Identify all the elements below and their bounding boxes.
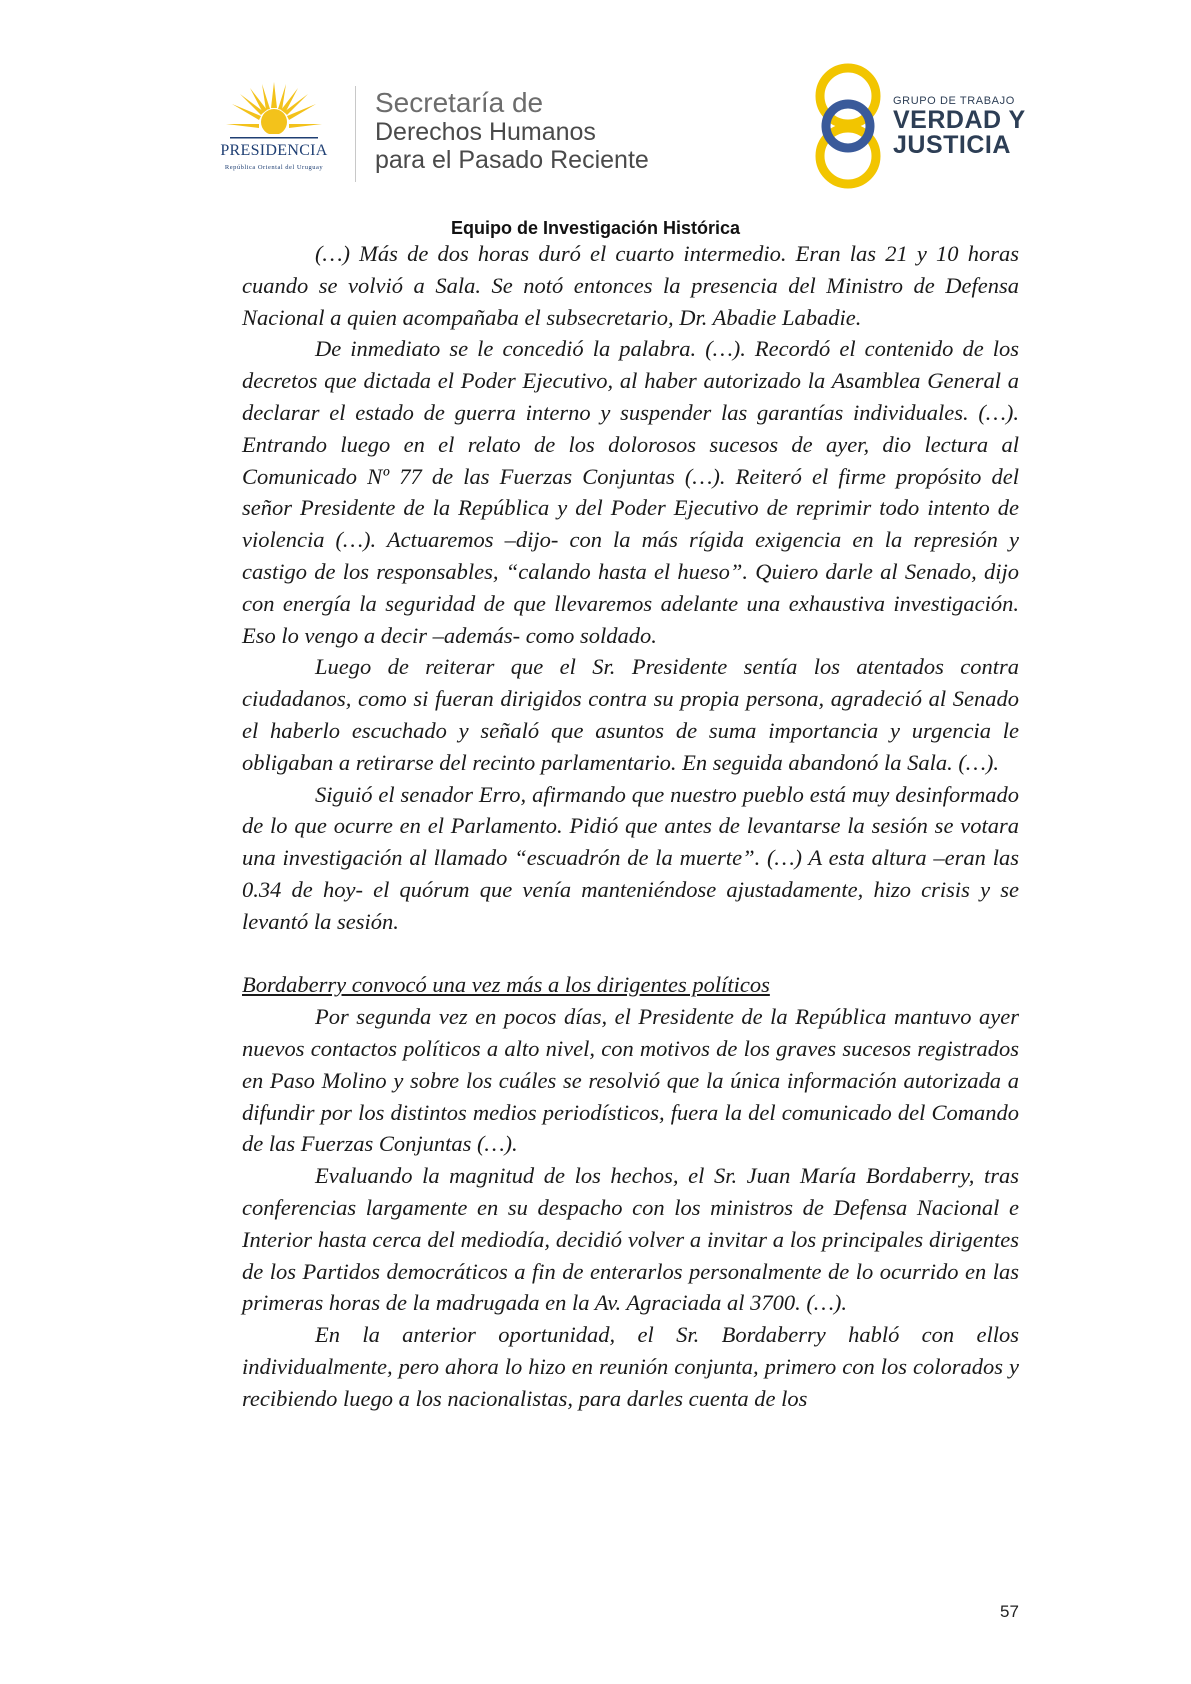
grupo-line1: GRUPO DE TRABAJO (893, 95, 1015, 107)
grupo-line2: VERDAD Y (893, 106, 1026, 134)
sun-icon (226, 82, 322, 144)
paragraph-spacer (242, 938, 1019, 970)
page-number: 57 (1000, 1602, 1019, 1621)
paragraph: Siguió el senador Erro, afirmando que nuestro pueblo está muy desinformado de lo que ocurre en el Parlamento. Pidió que antes de levantarse la sesión se votara una investigación al llamado “escuadrón de la muerte”. (…) A esta altura –eran las 0.34 de hoy- el quórum que venía manteniéndose ajustadamente, hizo crisis y se levantó la sesión. (242, 781, 1019, 934)
paragraph: Luego de reiterar que el Sr. Presidente sentía los atentados contra ciudadanos, como si fueran dirigidos contra su propia persona, agradeció al Senado el haberlo escuchado y señaló que asuntos de suma importancia y urgencia le obligaban a retirarse del recinto parlamentario. En seguida abandonó la Sala. (…). (242, 654, 1019, 775)
grupo-line3: JUSTICIA (893, 131, 1011, 159)
presidencia-logo (198, 82, 350, 182)
section-subtitle: Bordaberry convocó una vez más a los dirigentes políticos (242, 972, 770, 998)
paragraph: (…) Más de dos horas duró el cuarto intermedio. Eran las 21 y 10 horas cuando se volvió a Sala. Se notó entonces la presencia del Ministro de Defensa Nacional a quien acompañaba el subsecretario, Dr. Abadie Labadie. (242, 241, 1019, 330)
page-header (0, 0, 1191, 200)
presidencia-subtitle: República Oriental del Uruguay (224, 164, 324, 171)
document-body (242, 238, 1019, 1414)
secretaria-line3: para el Pasado Reciente (375, 146, 649, 174)
secretaria-line1: Secretaría de (375, 87, 544, 118)
secretaria-line2: Derechos Humanos (375, 118, 596, 146)
grupo-text (893, 94, 1026, 158)
paragraph: De inmediato se le concedió la palabra. (…). Recordó el contenido de los decretos que dictada el Poder Ejecutivo, al haber autorizado la Asamblea General a declarar el estado de guerra interno y suspender las garantías individuales. (…). Entrando luego en el relato de los dolorosos sucesos de ayer, dio lectura al Comunicado Nº 77 de las Fuerzas Conjuntas (…). Reiteró el firme propósito del señor Presidente de la República y del Poder Ejecutivo de reprimir todo intento de violencia (…). Actuaremos –dijo- con la más rígida exigencia en la represión y castigo de los responsables, “calando hasta el hueso”. Quiero darle al Senado, dijo con energía la seguridad de que llevaremos adelante una exhaustiva investigación. Eso lo vengo a decir –además- como soldado. (242, 336, 1019, 648)
presidencia-name: PRESIDENCIA (220, 142, 328, 159)
secretaria-logo (375, 88, 649, 174)
grupo-verdad-justicia-logo (808, 62, 1028, 190)
rings-icon (808, 62, 888, 190)
paragraph: Evaluando la magnitud de los hechos, el Sr. Juan María Bordaberry, tras conferencias largamente en su despacho con los ministros de Defensa Nacional e Interior hasta cerca del mediodía, decidió volver a invitar a los principales dirigentes de los Partidos democráticos a fin de enterarlos personalmente de lo ocurrido en las primeras horas de la madrugada en la Av. Agraciada al 3700. (…). (242, 1163, 1019, 1316)
paragraph: En la anterior oportunidad, el Sr. Bordaberry habló con ellos individualmente, pero ahora lo hizo en reunión conjunta, primero con los colorados y recibiendo luego a los nacionalistas, para darles cuenta de los (242, 1322, 1019, 1411)
paragraph: Por segunda vez en pocos días, el Presidente de la República mantuvo ayer nuevos contactos políticos a alto nivel, con motivos de los graves sucesos registrados en Paso Molino y sobre los cuáles se resolvió que la única información autorizada a difundir por los distintos medios periodísticos, fuera la del comunicado del Comando de las Fuerzas Conjuntas (…). (242, 1004, 1019, 1157)
team-title: Equipo de Investigación Histórica (450, 218, 741, 238)
header-divider (355, 86, 356, 182)
